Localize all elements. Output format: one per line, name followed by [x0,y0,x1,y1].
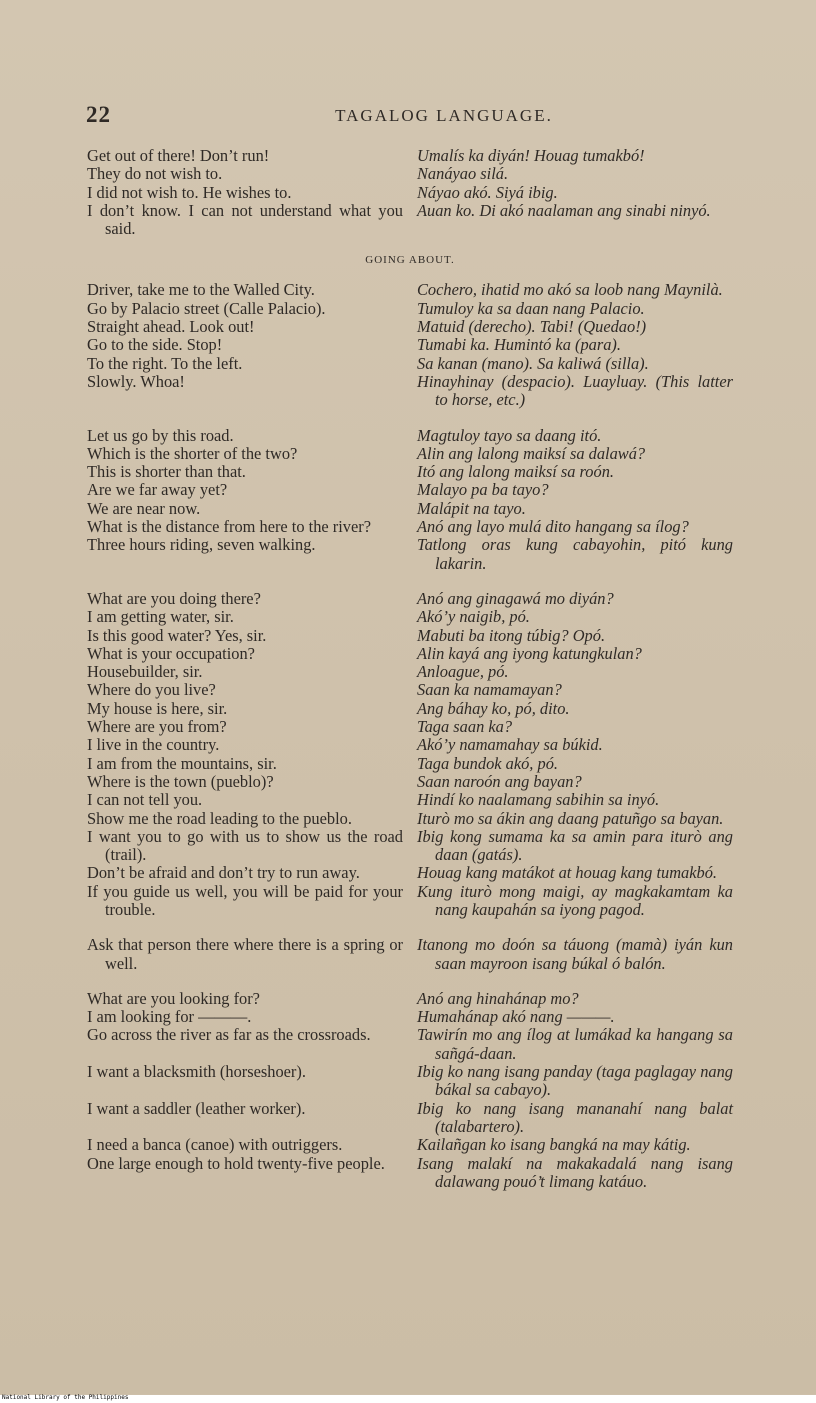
tagalog-phrase: Malápit na tayo. [417,498,526,518]
tagalog-phrase: Anó ang ginagawá mo diyán? [417,588,614,608]
english-phrase: I want a blacksmith (horseshoer). [87,1062,306,1082]
phrase-row [87,791,733,809]
phrase-row [87,202,733,239]
tagalog-phrase: Anó ang hinahánap mo? [417,988,579,1008]
tagalog-phrase: Alin kayá ang iyong katungkulan? [417,643,642,663]
english-phrase: Ask that person there where there is a spring or well. [87,935,403,973]
tagalog-phrase: Tatlong oras kung cabayohin, pitó kung lakarin. [417,535,733,573]
running-title: TAGALOG LANGUAGE. [335,106,553,125]
phrase-row [87,427,733,445]
tagalog-phrase: Tawirín mo ang ílog at lumákad ka hangang sa sañgá-daan. [417,1025,733,1063]
english-phrase: Driver, take me to the Walled City. [87,280,315,300]
tagalog-phrase: Umalís ka diyán! Houag tumakbó! [417,146,645,165]
english-phrase: Go across the river as far as the crossroads. [87,1025,371,1045]
tagalog-phrase: Ibig kong sumama ka sa amin para iturò ang daan (gatás). [417,826,733,865]
tagalog-phrase: Auan ko. Di akó naalaman ang sinabi ninyó. [417,200,711,220]
phrase-row [87,281,733,299]
phrase-row [87,864,733,882]
english-phrase: Are we far away yet? [87,480,228,500]
phrase-row [87,755,733,773]
phrase-row [87,590,733,608]
phrase-row [87,936,733,973]
phrase-row [87,1063,733,1100]
english-phrase: We are near now. [87,498,201,518]
phrase-row [87,645,733,663]
phrase-row [87,663,733,681]
english-phrase: To the right. To the left. [87,353,243,373]
english-phrase: I live in the country. [87,735,220,755]
english-phrase: Where is the town (pueblo)? [87,771,274,791]
tagalog-phrase: Taga saan ka? [417,717,513,737]
phrase-list [87,147,733,1191]
english-phrase: Where do you live? [87,680,216,700]
tagalog-phrase: Akó’y namamahay sa búkid. [417,735,603,755]
phrase-row [87,147,733,165]
tagalog-phrase: Anloague, pó. [417,662,509,682]
tagalog-phrase: Taga bundok akó, pó. [417,753,558,773]
phrase-row [87,810,733,828]
section-heading: GOING ABOUT. [365,254,455,267]
footer [0,1395,816,1403]
english-phrase: I am looking for ———. [87,1007,252,1027]
english-phrase: Where are you from? [87,717,227,737]
phrase-row [87,336,733,354]
library-credit: National Library of the Philippines [2,1394,129,1401]
phrase-row [87,463,733,481]
phrase-row [87,536,733,573]
phrase-row [87,355,733,373]
tagalog-phrase: Saan ka namamayan? [417,680,562,700]
english-phrase: Go by Palacio street (Calle Palacio). [87,298,326,318]
tagalog-phrase: Isang malakí na makakadalá nang isang dalawang pouó’t limang katáuo. [417,1153,733,1191]
page-number: 22 [86,102,111,127]
tagalog-phrase: Kailañgan ko isang bangká na may kátig. [417,1135,691,1155]
english-phrase: Get out of there! Don’t run! [87,146,270,165]
english-phrase: I don’t know. I can not understand what you said. [87,200,403,239]
tagalog-phrase: Houag kang matákot at houag kang tumakbó. [417,863,718,883]
tagalog-phrase: Itanong mo doón sa táuong (mamà) iyán kun saan mayroon isang búkal ó balón. [417,935,733,973]
tagalog-phrase: Malayo pa ba tayo? [417,480,549,500]
phrase-row [87,165,733,183]
english-phrase: My house is here, sir. [87,698,228,718]
phrase-row [87,1100,733,1137]
tagalog-phrase: Magtuloy tayo sa daang itó. [417,425,602,445]
phrase-row [87,700,733,718]
phrase-row [87,1136,733,1154]
phrase-row [87,1155,733,1192]
phrase-row [87,990,733,1008]
tagalog-phrase: Ibig ko nang isang mananahí nang balat (talabartero). [417,1098,733,1136]
tagalog-phrase: Hindí ko naalamang sabihin sa inyó. [417,790,660,810]
english-phrase: What is your occupation? [87,643,255,663]
english-phrase: What is the distance from here to the river? [87,517,371,537]
english-phrase: I am getting water, sir. [87,607,234,627]
tagalog-phrase: Nanáyao silá. [417,164,509,184]
english-phrase: Housebuilder, sir. [87,662,203,682]
tagalog-phrase: Saan naroón ang bayan? [417,771,582,791]
tagalog-phrase: Akó’y naigib, pó. [417,607,530,627]
tagalog-phrase: Tumuloy ka sa daan nang Palacio. [417,298,645,318]
tagalog-phrase: Ibig ko nang isang panday (taga paglagay nang bákal sa cabayo). [417,1062,733,1100]
phrase-row [87,883,733,920]
phrase-row [87,773,733,791]
english-phrase: I want a saddler (leather worker). [87,1098,306,1118]
english-phrase: I can not tell you. [87,790,203,810]
phrase-row [87,1026,733,1063]
tagalog-phrase: Humahánap akó nang ———. [417,1007,615,1027]
page-header [86,102,732,134]
tagalog-phrase: Ang báhay ko, pó, dito. [417,698,570,718]
english-phrase: If you guide us well, you will be paid for your trouble. [87,881,403,919]
english-phrase: Which is the shorter of the two? [87,443,298,463]
phrase-row [87,828,733,865]
english-phrase: What are you looking for? [87,988,260,1008]
english-phrase: One large enough to hold twenty-five people. [87,1153,385,1173]
tagalog-phrase: Itó ang lalong maiksí sa roón. [417,462,614,482]
english-phrase: Go to the side. Stop! [87,335,223,355]
phrase-row [87,608,733,626]
english-phrase: Three hours riding, seven walking. [87,535,316,555]
phrase-row [87,681,733,699]
english-phrase: What are you doing there? [87,588,261,608]
english-phrase: Is this good water? Yes, sir. [87,625,267,645]
phrase-row [87,318,733,336]
english-phrase: Let us go by this road. [87,425,234,445]
english-phrase: This is shorter than that. [87,462,246,482]
english-phrase: Show me the road leading to the pueblo. [87,808,352,828]
tagalog-phrase: Kung iturò mong maigi, ay magkakamtam ka nang kaupahán sa iyong pagod. [417,881,733,919]
english-phrase: Straight ahead. Look out! [87,317,255,337]
phrase-row [87,500,733,518]
phrase-row [87,736,733,754]
tagalog-phrase: Sa kanan (mano). Sa kaliwá (silla). [417,353,649,373]
tagalog-phrase: Alin ang lalong maiksí sa dalawá? [417,443,646,463]
phrase-row [87,300,733,318]
english-phrase: Don’t be afraid and don’t try to run away. [87,863,360,883]
phrase-row [87,481,733,499]
tagalog-phrase: Matuid (derecho). Tabi! (Quedao!) [417,317,647,337]
phrase-row [87,518,733,536]
tagalog-phrase: Anó ang layo mulá dito hangang sa ílog? [417,517,689,537]
tagalog-phrase: Hinayhinay (despacio). Luayluay. (This latter to horse, etc.) [417,371,733,410]
english-phrase: Slowly. Whoa! [87,371,185,391]
phrase-row [87,445,733,463]
phrase-row [87,718,733,736]
phrase-row [87,184,733,202]
english-phrase: I want you to go with us to show us the road (trail). [87,826,403,865]
english-phrase: I did not wish to. He wishes to. [87,182,292,202]
tagalog-phrase: Cochero, ihatid mo akó sa loob nang Maynilà. [417,280,723,300]
english-phrase: They do not wish to. [87,164,223,184]
phrase-row [87,1008,733,1026]
tagalog-phrase: Tumabi ka. Humintó ka (para). [417,335,621,355]
phrase-row [87,627,733,645]
english-phrase: I need a banca (canoe) with outriggers. [87,1135,343,1155]
english-phrase: I am from the mountains, sir. [87,753,277,773]
tagalog-phrase: Iturò mo sa ákin ang daang patuñgo sa bayan. [417,808,724,828]
tagalog-phrase: Mabuti ba itong túbig? Opó. [417,625,606,645]
tagalog-phrase: Náyao akó. Siyá ibig. [417,182,558,202]
phrase-row [87,373,733,410]
